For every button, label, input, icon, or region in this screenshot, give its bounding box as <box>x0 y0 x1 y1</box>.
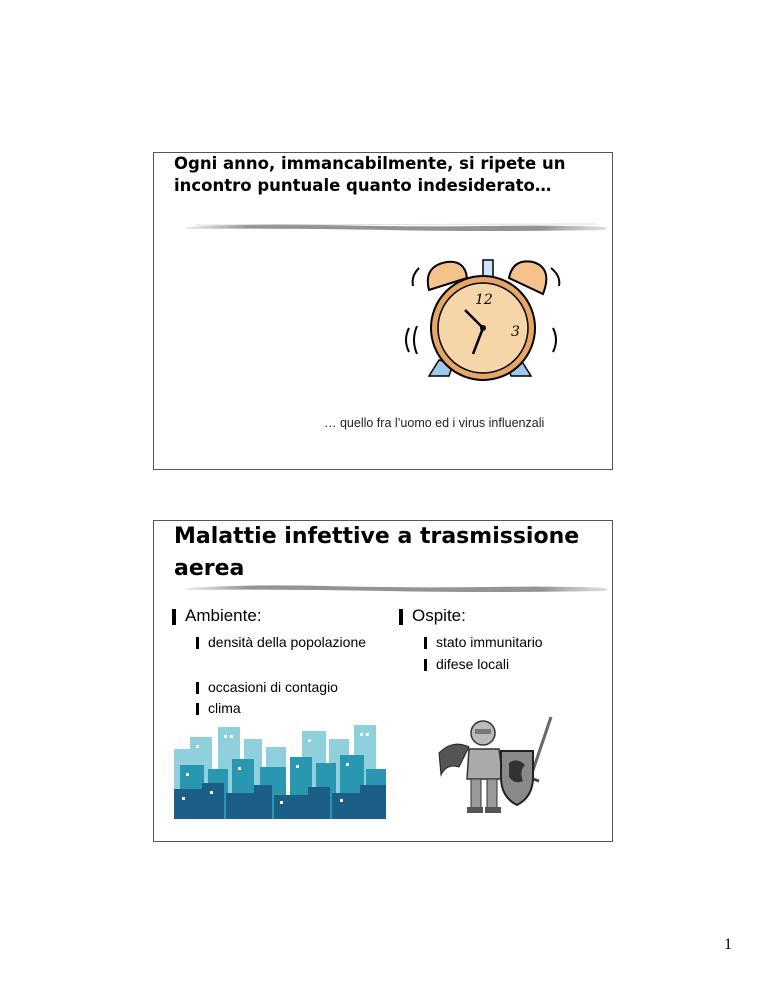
alarm-clock-icon <box>401 248 576 388</box>
sub-bullet <box>196 678 338 697</box>
sub-bullet <box>196 633 376 652</box>
city-skyline-illustration <box>174 719 389 819</box>
knight-with-shield-illustration <box>429 713 559 818</box>
bullet-marker <box>196 682 199 694</box>
sub-bullet <box>424 655 509 674</box>
sub-bullet-text: occasioni di contagio <box>208 679 338 695</box>
bullet-heading: Ospite: <box>412 606 466 625</box>
sub-bullet-text: difese locali <box>436 656 510 672</box>
slide-1 <box>153 152 613 470</box>
slide-2-title: Malattie infettive a trasmissione aerea <box>174 524 580 581</box>
bullet-marker <box>424 659 427 671</box>
clock-digit-3: 3 <box>511 324 520 340</box>
sub-bullet <box>424 633 543 652</box>
clock-digit-12: 12 <box>475 292 493 308</box>
bullet-marker <box>424 637 427 649</box>
sub-bullet-text: clima <box>208 700 241 716</box>
title-underline-brush <box>186 582 606 594</box>
slide-1-caption: … quello fra l’uomo ed i virus influenzali <box>324 416 545 430</box>
sub-bullet <box>196 699 241 718</box>
sub-bullet-text: densità della popolazione <box>208 634 367 650</box>
bullet-marker <box>196 703 199 715</box>
bullet-marker <box>172 609 176 625</box>
bullet-marker <box>399 609 403 625</box>
bullet-heading: Ambiente: <box>185 606 262 625</box>
title-underline-brush <box>186 221 606 233</box>
sub-bullet-text: stato immunitario <box>436 634 543 650</box>
page-number: 1 <box>724 936 732 953</box>
slide-1-title: Ogni anno, immancabilmente, si ripete un incontro puntuale quanto indesiderato… <box>174 154 566 195</box>
bullet-ambiente <box>172 605 262 627</box>
bullet-ospite <box>399 605 466 627</box>
bullet-marker <box>196 637 199 649</box>
slide-2 <box>153 520 613 842</box>
